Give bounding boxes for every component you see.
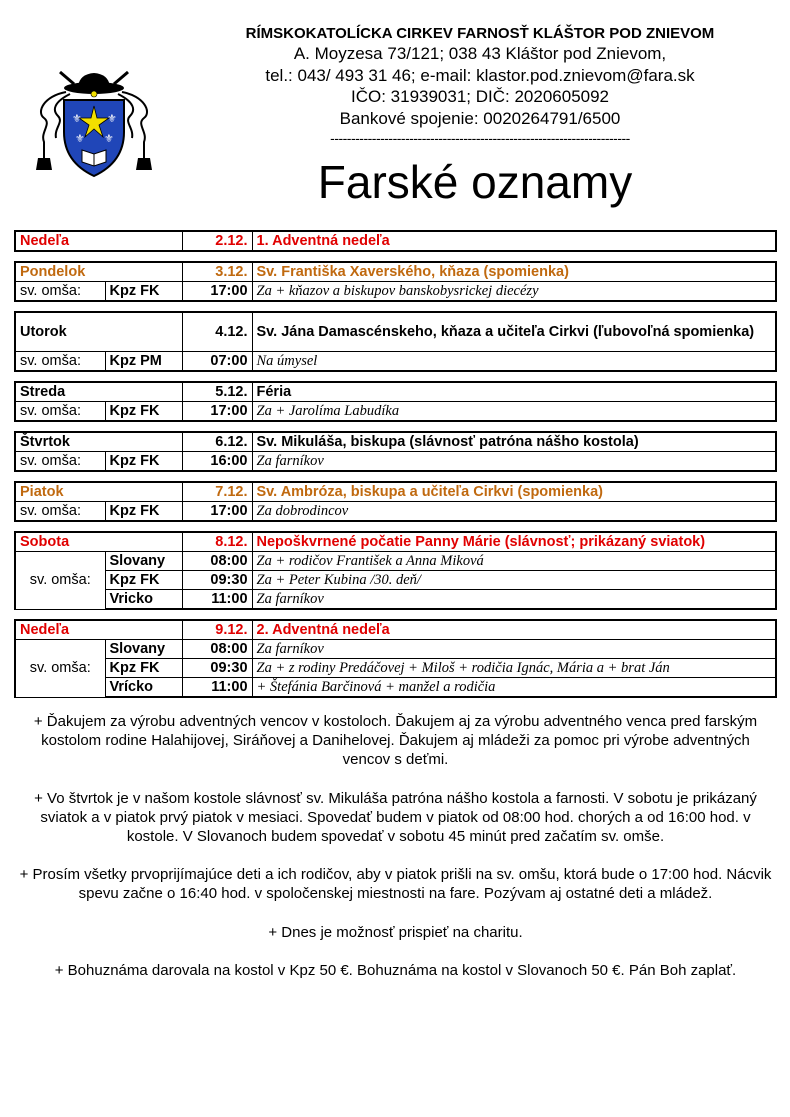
bank-account: Bankové spojenie: 0020264791/6500 xyxy=(339,108,621,128)
announcement-item: + Prosím všetky prvoprijímajúce deti a ich rodičov, aby v piatok prišli na sv. omšu, ktorá bude o 17:00 hod. Nácvik spevu začne o 16:40 hod. v spoločenskej miestnosti na fare. Pozývam aj ostatné deti a mládež. xyxy=(19,866,772,903)
mass-place: Kpz FK xyxy=(105,502,182,522)
day-name: Utorok xyxy=(15,312,182,352)
mass-label: sv. omša: xyxy=(15,640,105,698)
day-date: 6.12. xyxy=(182,432,252,452)
day-name: Nedeľa xyxy=(15,620,182,640)
page-title: Farské oznamy xyxy=(317,156,633,208)
announcement-item: + Vo štvrtok je v našom kostole slávnosť sv. Mikuláša patróna nášho kostola a farnosti. V sobotu je prikázaný sviatok a v piatok prvý piatok v mesiaci. Spovedať budem v piatok od 08:00 hod. chorých a od 16:00 hod. v kostole. V Slovanoch budem spovedať v sobotu 45 minút pred začatím sv. omše. xyxy=(34,789,757,846)
day-block-sunday-2 xyxy=(14,619,777,698)
day-block-thursday xyxy=(14,431,777,472)
address: A. Moyzesa 73/121; 038 43 Kláštor pod Znievom, xyxy=(293,44,667,63)
org-name: RÍMSKOKATOLÍCKA CIRKEV FARNOSŤ KLÁŠTOR POD ZNIEVOM xyxy=(245,25,715,42)
feast-name: 1. Adventná nedeľa xyxy=(252,231,776,251)
mass-row xyxy=(15,678,776,698)
day-block-wednesday xyxy=(14,381,777,422)
feast-name: Sv. Františka Xaverského, kňaza (spomienka) xyxy=(252,262,776,282)
day-name: Sobota xyxy=(15,532,182,552)
day-block-sunday-1 xyxy=(14,230,777,252)
mass-time: 09:30 xyxy=(182,571,252,590)
mass-place: Kpz FK xyxy=(105,282,182,302)
mass-time: 11:00 xyxy=(182,590,252,610)
mass-place: Kpz FK xyxy=(105,402,182,422)
feast-name: Nepoškvrnené počatie Panny Márie (slávnosť; prikázaný sviatok) xyxy=(252,532,776,552)
day-block-monday xyxy=(14,261,777,302)
mass-row xyxy=(15,590,776,610)
feast-name: Féria xyxy=(252,382,776,402)
announcement-item: + Dnes je možnosť prispieť na charitu. xyxy=(268,923,523,941)
mass-row xyxy=(15,571,776,590)
mass-row xyxy=(15,659,776,678)
day-block-saturday xyxy=(14,531,777,610)
mass-place: Kpz FK xyxy=(105,452,182,472)
mass-intent: Za farníkov xyxy=(252,590,776,610)
day-name: Štvrtok xyxy=(15,432,182,452)
mass-intent: Za farníkov xyxy=(252,640,776,659)
day-name: Pondelok xyxy=(15,262,182,282)
day-block-friday xyxy=(14,481,777,522)
day-name: Piatok xyxy=(15,482,182,502)
mass-time: 17:00 xyxy=(182,282,252,302)
day-date: 9.12. xyxy=(182,620,252,640)
mass-row xyxy=(15,552,776,571)
day-date: 7.12. xyxy=(182,482,252,502)
mass-label: sv. omša: xyxy=(15,502,105,522)
mass-label: sv. omša: xyxy=(15,452,105,472)
contact: tel.: 043/ 493 31 46; e-mail: klastor.pod.znievom@fara.sk xyxy=(265,65,695,85)
mass-time: 08:00 xyxy=(182,640,252,659)
mass-intent: + Štefánia Barčinová + manžel a rodičia xyxy=(252,678,776,698)
mass-row xyxy=(15,352,776,372)
mass-time: 11:00 xyxy=(182,678,252,698)
mass-label: sv. omša: xyxy=(15,552,105,610)
mass-row xyxy=(15,502,776,522)
mass-place: Kpz FK xyxy=(105,571,182,590)
mass-row xyxy=(15,640,776,659)
day-date: 4.12. xyxy=(182,312,252,352)
day-name: Nedeľa xyxy=(15,231,182,251)
svg-text:⚜: ⚜ xyxy=(72,112,82,125)
mass-intent: Za + Jarolíma Labudíka xyxy=(252,402,776,422)
mass-place: Vrícko xyxy=(105,678,182,698)
day-block-tuesday xyxy=(14,311,777,372)
day-date: 8.12. xyxy=(182,532,252,552)
mass-intent: Za dobrodincov xyxy=(252,502,776,522)
parish-crest-logo xyxy=(30,66,158,182)
mass-row xyxy=(15,452,776,472)
mass-place: Kpz FK xyxy=(105,659,182,678)
feast-name: Sv. Jána Damascénskeho, kňaza a učiteľa Cirkvi (ľubovoľná spomienka) xyxy=(252,312,776,352)
mass-label: sv. omša: xyxy=(15,352,105,372)
mass-label: sv. omša: xyxy=(15,282,105,302)
mass-time: 08:00 xyxy=(182,552,252,571)
mass-intent: Za + z rodiny Predáčovej + Miloš + rodičia Ignác, Mária a + brat Ján xyxy=(252,659,776,678)
mass-place: Vricko xyxy=(105,590,182,610)
mass-time: 07:00 xyxy=(182,352,252,372)
svg-text:⚜: ⚜ xyxy=(75,132,85,145)
mass-place: Slovany xyxy=(105,640,182,659)
parish-header xyxy=(220,25,740,147)
svg-text:⚜: ⚜ xyxy=(104,132,114,145)
announcement-item: + Ďakujem za výrobu adventných vencov v kostoloch. Ďakujem aj za výrobu adventného venca pred farským kostolom rodine Halahijovej, Siráňovej a Danihelovej. Ďakujem aj mládeži za pomoc pri výrobe adventných vencov s deťmi. xyxy=(33,713,758,769)
day-date: 2.12. xyxy=(182,231,252,251)
day-date: 3.12. xyxy=(182,262,252,282)
ids: IČO: 31939031; DIČ: 2020605092 xyxy=(350,87,610,106)
mass-intent: Na úmysel xyxy=(252,352,776,372)
mass-label: sv. omša: xyxy=(15,402,105,422)
announcements xyxy=(18,712,773,999)
feast-name: Sv. Ambróza, biskupa a učiteľa Cirkvi (spomienka) xyxy=(252,482,776,502)
feast-name: Sv. Mikuláša, biskupa (slávnosť patróna nášho kostola) xyxy=(252,432,776,452)
mass-place: Kpz PM xyxy=(105,352,182,372)
mass-intent: Za farníkov xyxy=(252,452,776,472)
svg-text:⚜: ⚜ xyxy=(107,112,117,125)
mass-intent: Za + Peter Kubina /30. deň/ xyxy=(252,571,776,590)
announcement-item: + Bohuznáma darovala na kostol v Kpz 50 €. Bohuznáma na kostol v Slovanoch 50 €. Pán Boh zaplať. xyxy=(54,961,737,979)
mass-row xyxy=(15,282,776,302)
mass-intent: Za + rodičov František a Anna Miková xyxy=(252,552,776,571)
mass-time: 16:00 xyxy=(182,452,252,472)
mass-intent: Za + kňazov a biskupov banskobysrickej diecézy xyxy=(252,282,776,302)
schedule xyxy=(14,230,777,707)
mass-time: 17:00 xyxy=(182,402,252,422)
day-date: 5.12. xyxy=(182,382,252,402)
separator: ------------------------------------------------------------------------ xyxy=(330,130,630,146)
feast-name: 2. Adventná nedeľa xyxy=(252,620,776,640)
mass-row xyxy=(15,402,776,422)
day-name: Streda xyxy=(15,382,182,402)
mass-time: 17:00 xyxy=(182,502,252,522)
mass-time: 09:30 xyxy=(182,659,252,678)
mass-place: Slovany xyxy=(105,552,182,571)
